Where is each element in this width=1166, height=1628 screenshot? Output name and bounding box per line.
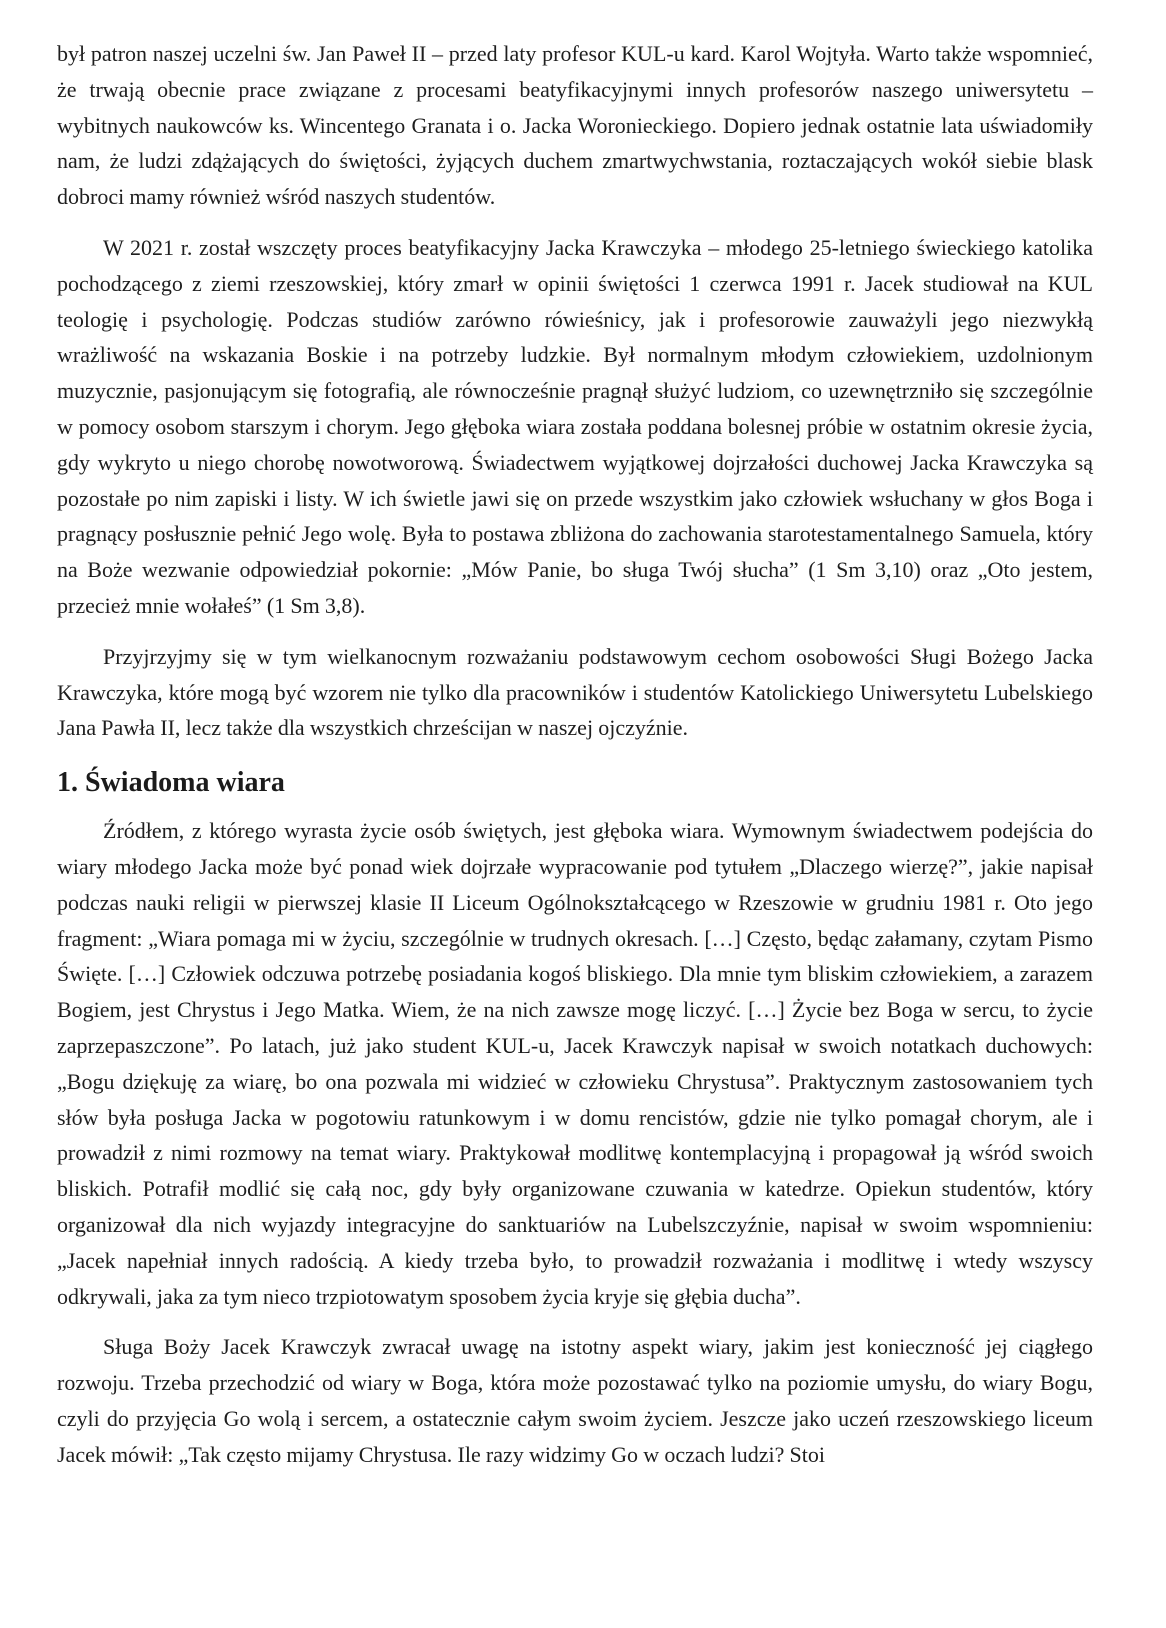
paragraph-faith-source: Źródłem, z którego wyrasta życie osób świętych, jest głęboka wiara. Wymownym świadectwem podejścia do wiary młodego Jacka może być ponad wiek dojrzałe wypracowanie pod tytułem „Dlaczego wierzę?”, jakie napisał podczas nauki religii w pierwszej klasie II Liceum Ogólnokształcącego w Rzeszowie w grudniu 1981 r. Oto jego fragment: „Wiara pomaga mi w życiu, szczególnie w trudnych okresach. […] Często, będąc załamany, czytam Pismo Święte. […] Człowiek odczuwa potrzebę posiadania kogoś bliskiego. Dla mnie tym bliskim człowiekiem, a zarazem Bogiem, jest Chrystus i Jego Matka. Wiem, że na nich zawsze mogę liczyć. […] Życie bez Boga w sercu, to życie zaprzepaszczone”. Po latach, już jako student KUL-u, Jacek Krawczyk napisał w swoich notatkach duchowych: „Bogu dziękuję za wiarę, bo ona pozwala mi widzieć w człowieku Chrystusa”. Praktycznym zastosowaniem tych słów była posługa Jacka w pogotowiu ratunkowym i w domu rencistów, gdzie nie tylko pomagał chorym, ale i prowadził z nimi rozmowy na temat wiary. Praktykował modlitwę kontemplacyjną i propagował ją wśród swoich bliskich. Potrafił modlić się całą noc, gdy były organizowane czuwania w katedrze. Opiekun studentów, który organizował dla nich wyjazdy integracyjne do sanktuariów na Lubelszczyźnie, napisał w swoim wspomnieniu: „Jacek napełniał innych radością. A kiedy trzeba było, to prowadził rozważania i modlitwę i wtedy wszyscy odkrywali, jaka za tym nieco trzpiotowatym sposobem życia kryje się głębia ducha”. xyxy=(57,818,1093,1309)
paragraph-faith-development: Sługa Boży Jacek Krawczyk zwracał uwagę na istotny aspekt wiary, jakim jest konieczność jej ciągłego rozwoju. Trzeba przechodzić od wiary w Boga, która może pozostawać tylko na poziomie umysłu, do wiary Bogu, czyli do przyjęcia Go wolą i sercem, a ostatecznie całym swoim życiem. Jeszcze jako uczeń rzeszowskiego liceum Jacek mówił: „Tak często mijamy Chrystusa. Ile razy widzimy Go w oczach ludzi? Stoi xyxy=(57,1334,1093,1467)
paragraph-reflection-intro: Przyjrzyjmy się w tym wielkanocnym rozważaniu podstawowym cechom osobowości Sługi Bożego Jacka Krawczyka, które mogą być wzorem nie tylko dla pracowników i studentów Katolickiego Uniwersytetu Lubelskiego Jana Pawła II, lecz także dla wszystkich chrześcijan w naszej ojczyźnie. xyxy=(57,643,1093,741)
document-page xyxy=(57,36,1093,1487)
section-heading: 1. Świadoma wiara xyxy=(57,767,285,799)
paragraph-continuation: był patron naszej uczelni św. Jan Paweł II – przed laty profesor KUL-u kard. Karol Wojtyła. Warto także wspomnieć, że trwają obecnie prace związane z procesami beatyfikacyjnymi innych profesorów naszego uniwersytetu – wybitnych naukowców ks. Wincentego Granata i o. Jacka Woronieckiego. Dopiero jednak ostatnie lata uświadomiły nam, że ludzi zdążających do świętości, żyjących duchem zmartwychwstania, roztaczających wokół siebie blask dobroci mamy również wśród naszych studentów. xyxy=(57,41,1093,210)
paragraph-beatification: W 2021 r. został wszczęty proces beatyfikacyjny Jacka Krawczyka – młodego 25-letniego świeckiego katolika pochodzącego z ziemi rzeszowskiej, który zmarł w opinii świętości 1 czerwca 1991 r. Jacek studiował na KUL teologię i psychologię. Podczas studiów zarówno rówieśnicy, jak i profesorowie zauważyli jego niezwykłą wrażliwość na wskazania Boskie i na potrzeby ludzkie. Był normalnym młodym człowiekiem, uzdolnionym muzycznie, pasjonującym się fotografią, ale równocześnie pragnął służyć ludziom, co uzewnętrzniło się szczególnie w pomocy osobom starszym i chorym. Jego głęboka wiara została poddana bolesnej próbie w ostatnim okresie życia, gdy wykryto u niego chorobę nowotworową. Świadectwem wyjątkowej dojrzałości duchowej Jacka Krawczyka są pozostałe po nim zapiski i listy. W ich świetle jawi się on przede wszystkim jako człowiek wsłuchany w głos Boga i pragnący posłusznie pełnić Jego wolę. Była to postawa zbliżona do zachowania starotestamentalnego Samuela, który na Boże wezwanie odpowiedział pokornie: „Mów Panie, bo sługa Twój słucha” (1 Sm 3,10) oraz „Oto jestem, przecież mnie wołałeś” (1 Sm 3,8). xyxy=(57,234,1093,618)
